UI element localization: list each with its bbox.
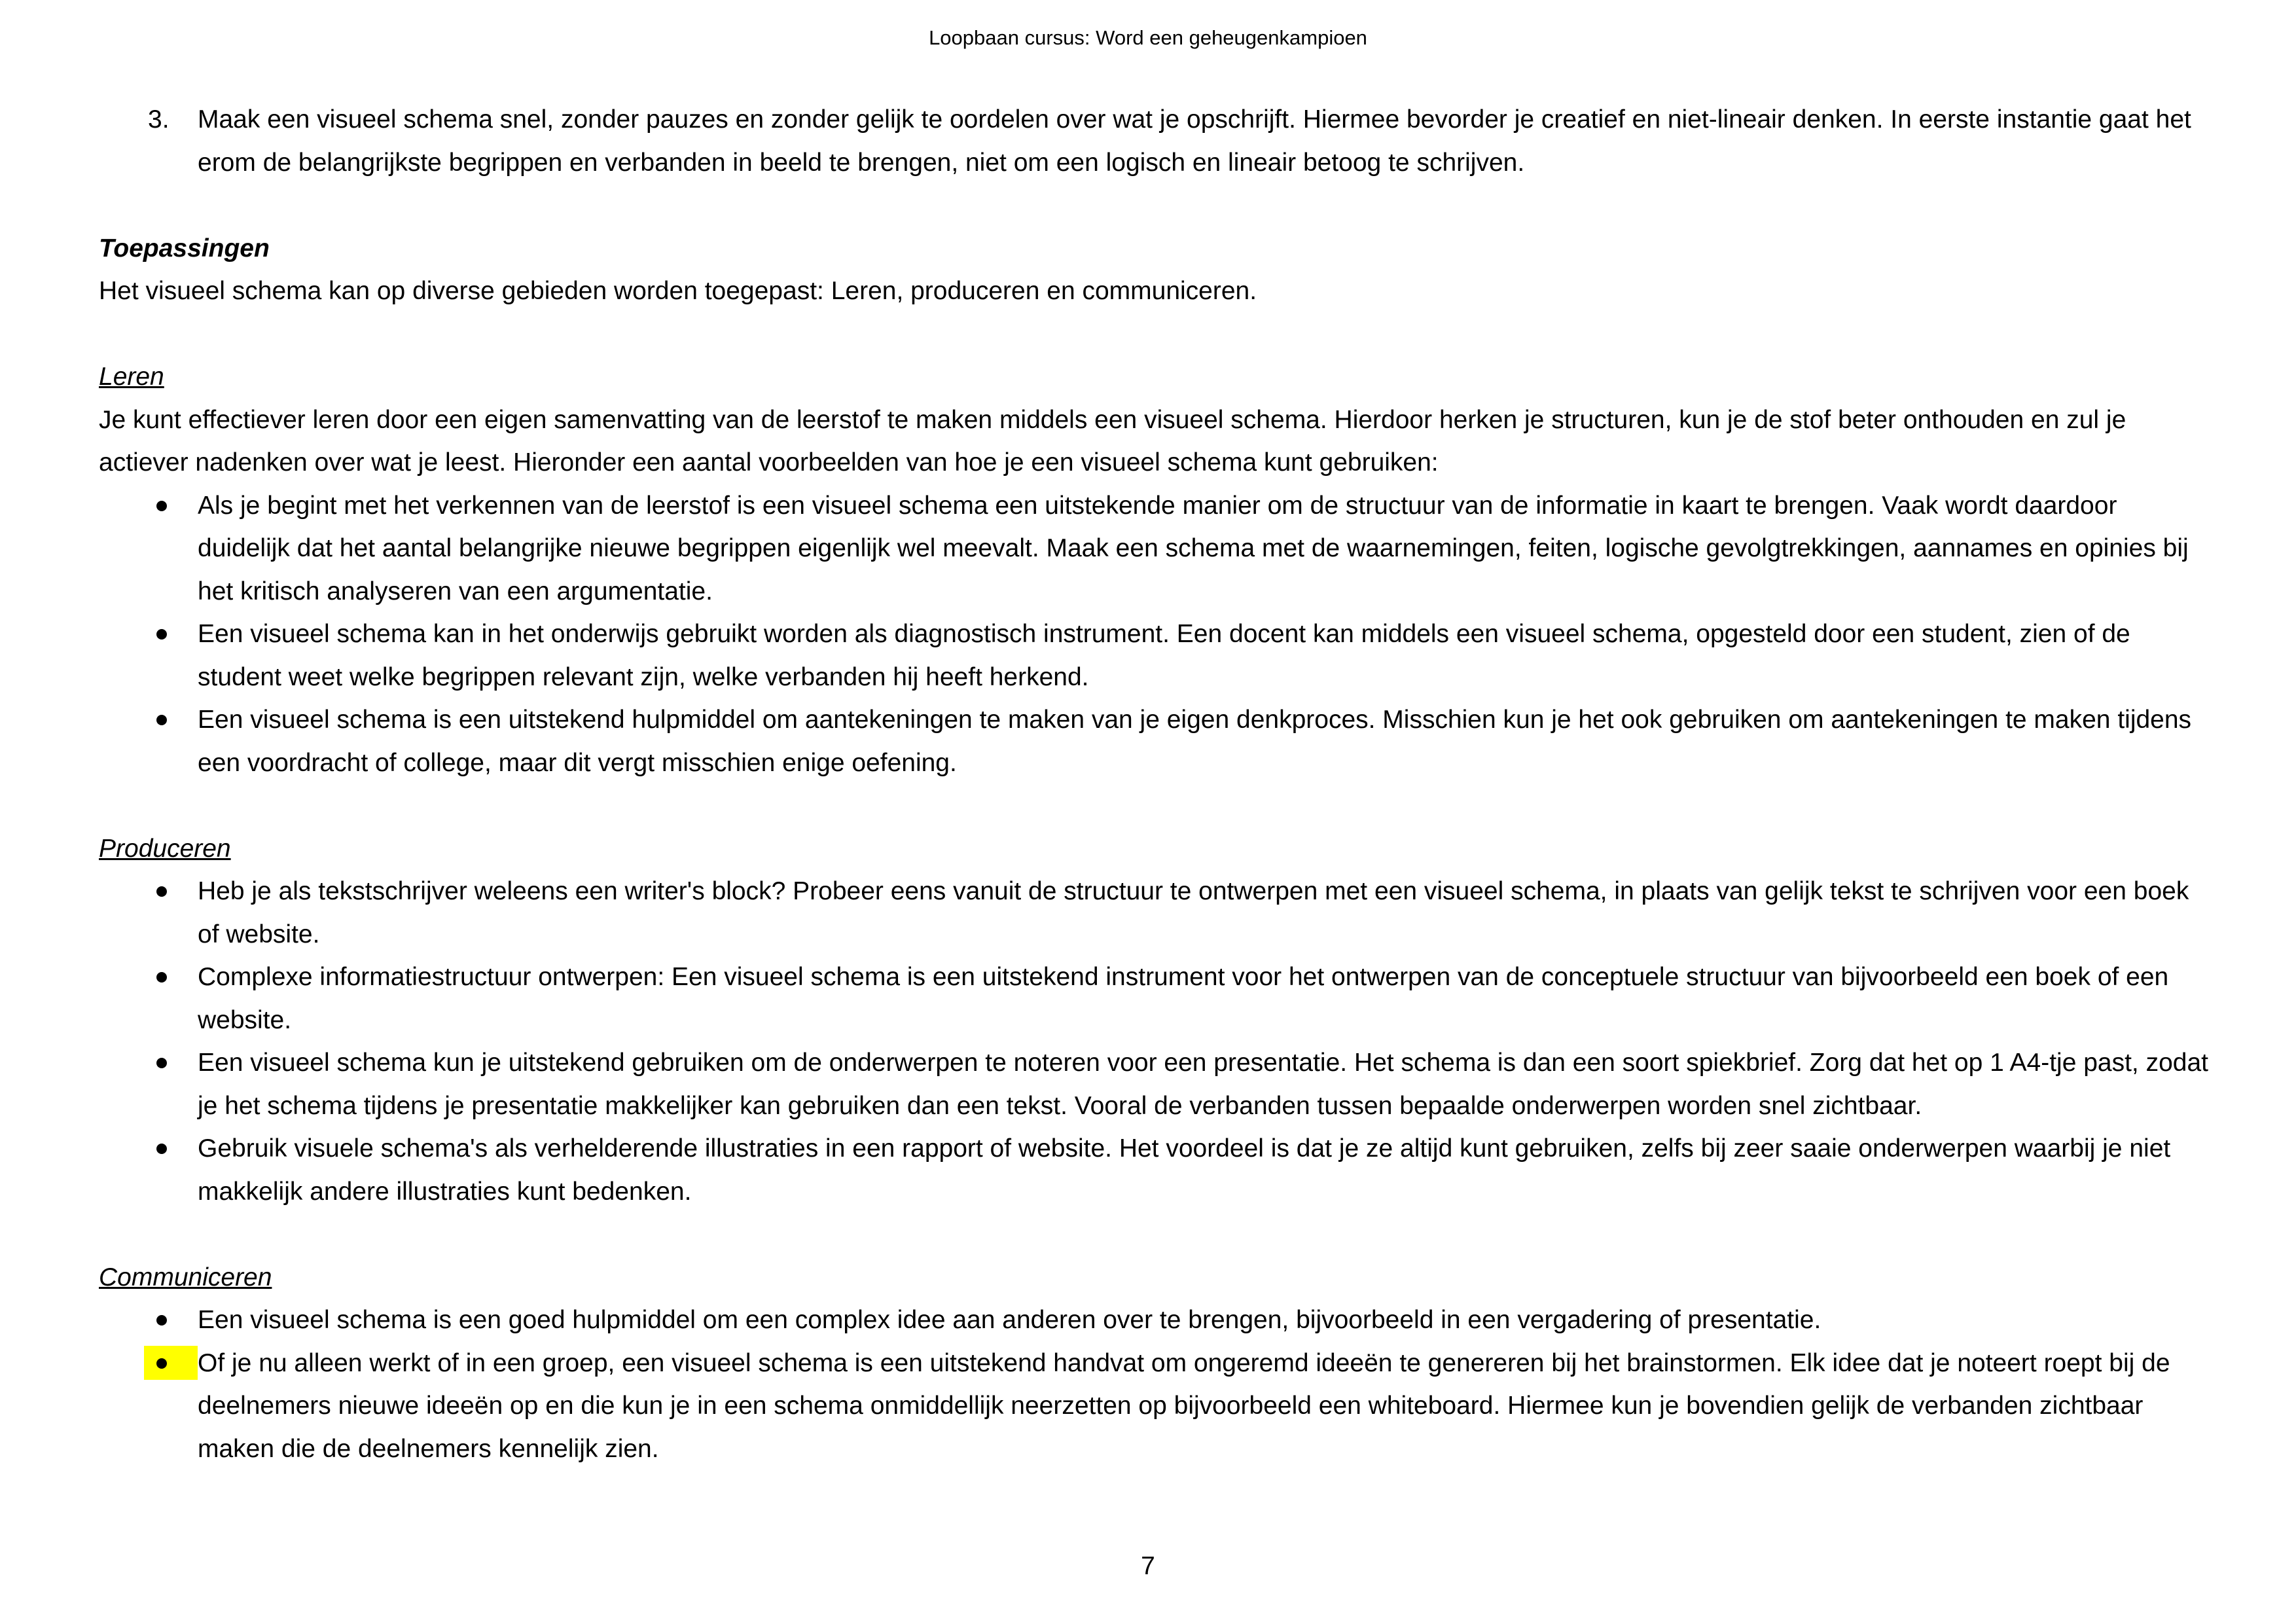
- bullet-icon: [144, 1299, 198, 1342]
- list-item: [99, 1342, 2213, 1471]
- list-item: [99, 870, 2213, 956]
- paragraph-spacer: [99, 784, 2213, 827]
- list-item-text: Complexe informatiestructuur ontwerpen: Een visueel schema is een uitstekend instrument voor het ontwerpen van de conceptuele structuur van bijvoorbeeld een boek of een website.: [198, 963, 2169, 1034]
- list-item: [99, 1041, 2213, 1127]
- list-item-text: Heb je als tekstschrijver weleens een writer's block? Probeer eens vanuit de structuur te ontwerpen met een visueel schema, in plaats van gelijk tekst te schrijven voor een boek of website.: [198, 877, 2189, 948]
- leren-intro: Je kunt effectiever leren door een eigen samenvatting van de leerstof te maken middels een visueel schema. Hierdoor herken je structuren, kun je de stof beter onthouden en zul je actiever nadenken over wat je leest. Hieronder een aantal voorbeelden van hoe je een visueel schema kunt gebruiken:: [99, 405, 2126, 477]
- list-item-text: Gebruik visuele schema's als verhelderende illustraties in een rapport of website. Het voordeel is dat je ze altijd kunt gebruiken, zelfs bij zeer saaie onderwerpen waarbij je niet makkelijk andere illustraties kunt bedenken.: [198, 1134, 2171, 1206]
- list-item: [99, 613, 2213, 698]
- subsection-heading-produceren: Produceren: [99, 834, 231, 863]
- list-item-text: Als je begint met het verkennen van de leerstof is een visueel schema een uitstekende manier om de structuur van de informatie in kaart te brengen. Vaak wordt daardoor duidelijk dat het aantal belangrijke nieuwe begrippen eigenlijk wel meevalt. Maak een schema met de waarnemingen, feiten, logische gevolgtrekkingen, aannames en opinies bij het kritisch analyseren van een argumentatie.: [198, 491, 2189, 605]
- subsection-heading-leren: Leren: [99, 363, 164, 391]
- running-header: Loopbaan cursus: Word een geheugenkampioen: [929, 26, 1367, 49]
- bullet-icon: [144, 484, 198, 528]
- bullet-icon: [144, 870, 198, 913]
- numbered-list-item: [99, 98, 2213, 184]
- list-item: [99, 1299, 2213, 1342]
- section-heading-toepassingen: Toepassingen: [99, 234, 270, 262]
- list-item: [99, 698, 2213, 784]
- list-item-text: Of je nu alleen werkt of in een groep, een visueel schema is een uitstekend handvat om ongeremd ideeën te genereren bij het brainstormen. Elk idee dat je noteert roept bij de deelnemers nieuwe ideeën op en die kun je in een schema onmiddellijk neerzetten op bijvoorbeeld een whiteboard. Hiermee kun je bovendien gelijk de verbanden zichtbaar maken die de deelnemers kennelijk zien.: [198, 1348, 2170, 1463]
- paragraph-spacer: [99, 184, 2213, 227]
- paragraph-spacer: [99, 313, 2213, 356]
- bullet-icon: [144, 1127, 198, 1170]
- list-number: 3.: [148, 105, 170, 134]
- list-item: [99, 484, 2213, 613]
- list-item-text: Een visueel schema kun je uitstekend gebruiken om de onderwerpen te noteren voor een presentatie. Het schema is dan een soort spiekbrief. Zorg dat het op 1 A4-tje past, zodat je het schema tijdens je presentatie makkelijker kan gebruiken dan een tekst. Vooral de verbanden tussen bepaalde onderwerpen worden snel zichtbaar.: [198, 1049, 2209, 1120]
- list-item-text: Een visueel schema is een goed hulpmiddel om een complex idee aan anderen over te brengen, bijvoorbeeld in een vergadering of presentatie.: [198, 1306, 1821, 1334]
- toepassingen-intro: Het visueel schema kan op diverse gebieden worden toegepast: Leren, produceren en communiceren.: [99, 277, 1257, 305]
- document-body: [99, 98, 2213, 1470]
- list-item: [99, 1127, 2213, 1213]
- bullet-icon: [144, 613, 198, 656]
- bullet-icon: [144, 956, 198, 999]
- list-item-text: Een visueel schema is een uitstekend hulpmiddel om aantekeningen te maken van je eigen denkproces. Misschien kun je het ook gebruiken om aantekeningen te maken tijdens een voordracht of college, maar dit vergt misschien enige oefening.: [198, 706, 2192, 777]
- subsection-heading-communiceren: Communiceren: [99, 1263, 272, 1291]
- page-number: 7: [1141, 1552, 1155, 1580]
- bullet-icon: [144, 1041, 198, 1085]
- list-item-text: Een visueel schema kan in het onderwijs gebruikt worden als diagnostisch instrument. Een docent kan middels een visueel schema, opgesteld door een student, zien of de student weet welke begrippen relevant zijn, welke verbanden hij heeft herkend.: [198, 620, 2130, 691]
- list-item-text: Maak een visueel schema snel, zonder pauzes en zonder gelijk te oordelen over wat je opschrijft. Hiermee bevorder je creatief en niet-lineair denken. In eerste instantie gaat het erom de belangrijkste begrippen en verbanden in beeld te brengen, niet om een logisch en lineair betoog te schrijven.: [198, 105, 2191, 177]
- paragraph-spacer: [99, 1213, 2213, 1256]
- list-item: [99, 956, 2213, 1041]
- bullet-icon: [144, 698, 198, 742]
- highlighted-bullet-icon: [144, 1346, 198, 1380]
